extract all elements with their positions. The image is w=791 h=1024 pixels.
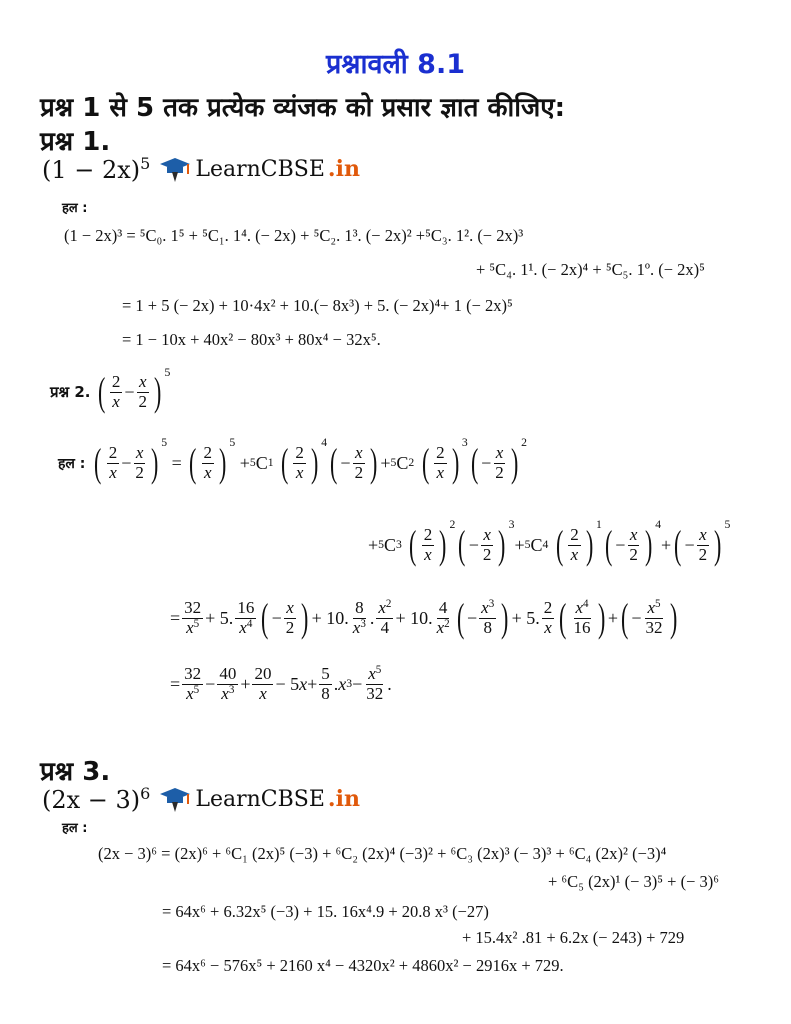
graduation-cap-icon <box>158 786 192 812</box>
question-2-heading-row <box>50 365 171 414</box>
q2-solution-line-1: हल : ( $\frac{2}{x}$ − $\frac{x}{2}$ ) 5 = ( $\frac{2}{x}$ ) 5 + 5 C 1 ( $\frac{2}{x}$ ) 4 ( − $\frac{x}{2}$ ) + 5 C 2 ( $\frac{2}{x}$ ) 3 ( − $\frac{x}{2}$ ) 2 <box>58 436 527 485</box>
solution-label-2: हल : <box>58 455 86 472</box>
question-3-expression: $(2x - 3)^6$ <box>42 784 151 814</box>
q3-solution-line-1: (2x − 3)⁶ = (2x)⁶ + ⁶C₁ (2x)⁵ (−3) + ⁶C₂ (2x)⁴ (−3)² + ⁶C₃ (2x)³ (− 3)³ + ⁶C₄ (2x)² (−3)⁴ <box>98 844 667 863</box>
logo-text: LearnCBSE <box>195 786 325 812</box>
q2-solution-line-2: + 5 C 3 ( $\frac{2}{x}$ ) 2 ( − $\frac{x}{2}$ ) 3 + 5 C 4 ( $\frac{2}{x}$ ) 1 ( − $\frac{x}{2}$ ) 4 + ( − $\frac{x}{2}$ ) 5 <box>368 518 731 567</box>
q2-solution-line-4: = $\frac{32}{x^5}$ − $\frac{40}{x^3}$ + $\frac{20}{x}$ − 5 x + $\frac{5}{8}$ . x 3 − $\frac{x^5}{32}$ . <box>170 663 392 703</box>
q3-solution-line-5: = 64x⁶ − 576x⁵ + 2160 x⁴ − 4320x² + 4860x² − 2916x + 729. <box>162 956 564 975</box>
question-2-expression: ( $\frac{2}{x}$ − $\frac{x}{2}$ ) 5 <box>97 365 171 414</box>
instructions: प्रश्न 1 से 5 तक प्रत्येक व्यंजक को प्रसार ज्ञात कीजिए: <box>40 93 566 123</box>
q2-solution-line-3: = $\frac{32}{x^5}$ + 5. $\frac{16}{x^4}$ ( − $\frac{x}{2}$ ) + 10. $\frac{8}{x^3}$ . $\frac{x^2}{4}$ + 10. $\frac{4}{x^2}$ ( − $\frac{x^3}{8}$ ) + 5. $\frac{2}{x}$ ( $\frac{x^4}{16}$ ) + ( − $\frac{x^5}{32}$ ) <box>170 595 677 640</box>
q1-solution-line-4: = 1 − 10x + 40x² − 80x³ + 80x⁴ − 32x⁵. <box>122 330 381 349</box>
question-1-heading: प्रश्न 1. <box>40 127 111 157</box>
q3-solution-line-4: + 15.4x² .81 + 6.2x (− 243) + 729 <box>462 928 685 947</box>
q1-solution-line-1: (1 − 2x)³ = ⁵C₀. 1⁵ + ⁵C₁. 1⁴. (− 2x) + ⁵C₂. 1³. (− 2x)² +⁵C₃. 1². (− 2x)³ <box>64 226 524 245</box>
question-3-heading: प्रश्न 3. <box>40 757 111 787</box>
logo-suffix: .in <box>327 786 360 812</box>
q1-solution-line-2: + ⁵C₄. 1¹. (− 2x)⁴ + ⁵C₅. 1º. (− 2x)⁵ <box>476 260 705 279</box>
q1-solution-line-3: = 1 + 5 (− 2x) + 10·4x² + 10.(− 8x³) + 5. (− 2x)⁴+ 1 (− 2x)⁵ <box>122 296 513 315</box>
solution-label-3: हल : <box>62 821 88 836</box>
page-title: प्रश्नावली 8.1 <box>326 49 465 80</box>
logo-suffix: .in <box>327 156 360 182</box>
q3-solution-line-3: = 64x⁶ + 6.32x⁵ (−3) + 15. 16x⁴.9 + 20.8 x³ (−27) <box>162 902 489 921</box>
question-2-heading: प्रश्न 2. <box>50 383 91 401</box>
question-1-expression: $(1 - 2x)^5$ <box>42 154 151 184</box>
solution-label-1: हल : <box>62 201 88 216</box>
learncbse-logo-2 <box>158 786 360 812</box>
graduation-cap-icon <box>158 156 192 182</box>
logo-text: LearnCBSE <box>195 156 325 182</box>
learncbse-logo <box>158 156 360 182</box>
q3-solution-line-2: + ⁶C₅ (2x)¹ (− 3)⁵ + (− 3)⁶ <box>548 872 720 891</box>
